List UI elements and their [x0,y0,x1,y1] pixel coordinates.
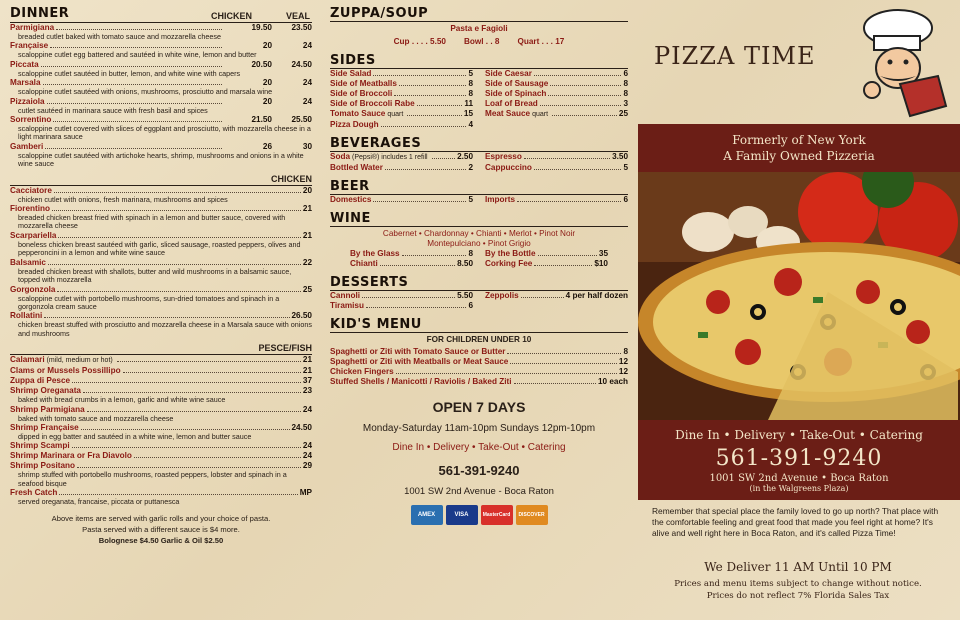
menu-item-price: 25 [618,109,628,118]
menu-item-price: 2.50 [457,152,473,161]
beer-title: BEER [330,179,628,195]
menu-item-name: Side Salad [330,69,372,78]
menu-item-price: 19.50 [251,23,272,32]
menu-item-row [330,195,473,205]
leader-dots [58,232,300,238]
kids-subtitle: FOR CHILDREN UNDER 10 [426,335,532,344]
menu-item-name: Shrimp Positano [10,461,76,471]
leader-dots [548,90,621,96]
menu-item-price: 24.50 [291,422,312,432]
menu-item-name: Shrimp Française [10,422,79,432]
leader-dots [59,489,297,495]
wine-list-1: Cabernet • Chardonnay • Chianti • Merlot • Pinot Noir [382,229,576,238]
menu-item-row [10,285,312,295]
menu-item-price: 24 [302,451,312,461]
menu-item-price: 8.50 [457,259,473,268]
menu-item-extra: quart [387,111,404,118]
menu-item-price: 24.50 [291,59,312,69]
menu-item-name: Shrimp Marinara or Fra Diavolo [10,451,132,461]
zuppa-quart: Quart . . . 17 [517,37,565,46]
pasta-notes [10,513,312,546]
leader-dots [83,387,301,393]
menu-item-description: scaloppine cutlet covered with slices of eggplant and prosciutto, with mozzarella cheese in a light marinara sauce [18,124,311,142]
deliver-hours: We Deliver 11 AM Until 10 PM [704,560,892,574]
notes-line-2: Pasta served with a different sauce is $4 more. [82,524,240,534]
leader-dots [56,24,222,30]
menu-item-extra: quart [532,111,549,118]
menu-item-price: 6 [623,69,628,78]
menu-item-name: Chianti [350,259,378,268]
leader-dots [123,367,301,373]
leader-dots [534,164,622,170]
leader-dots [53,116,222,122]
leader-dots [381,121,467,127]
menu-item-name: Side of Sausage [485,79,549,88]
leader-dots [45,143,222,149]
menu-item-price: 24 [302,96,312,106]
leader-dots [507,348,621,354]
menu-item-description: dipped in egg batter and sautéed in a white wine, lemon and butter sauce [18,431,252,441]
notes-line-3: Bolognese $4.50 Garlic & Oil $2.50 [98,535,224,545]
menu-item-price: 30 [302,141,312,151]
leader-dots [362,292,455,298]
leader-dots [373,70,466,76]
leader-dots [521,292,564,298]
menu-item-price: 21.50 [251,115,272,125]
menu-item-name: Spaghetti or Ziti with Meatballs or Meat Sauce [330,357,509,366]
beer-grid [330,195,628,205]
menu-item-name: Pizzaiola [10,96,45,106]
leader-dots [117,356,301,362]
leader-dots [407,110,462,116]
menu-item-price: 20 [262,78,272,88]
disclaimer-2: Prices do not reflect 7% Florida Sales Tax [706,591,890,601]
menu-item-name: Side of Spinach [485,89,547,98]
menu-item-row [330,89,473,99]
menu-item-price: 12 [618,367,628,376]
menu-item-extra: (Pepsi®) includes 1 refill [352,154,428,161]
menu-item-name: Cacciatore [10,185,52,195]
dinner-title: DINNER [10,6,70,21]
kids-list [330,347,628,387]
leader-dots [134,452,301,458]
leader-dots [538,250,597,256]
menu-item-name: Balsamic [10,257,46,267]
wine-grid [330,249,628,269]
leader-dots [54,187,301,193]
menu-item-name: By the Bottle [485,249,536,258]
dinner-header [10,6,312,23]
leader-dots [510,358,617,364]
menu-item-price: 8 [468,89,473,98]
menu-item-price: 3 [623,99,628,108]
leader-dots [48,259,301,265]
menu-item-price: 35 [598,249,608,258]
menu-item-name: Side of Broccoli [330,89,393,98]
menu-item-name: Piccata [10,59,39,69]
menu-item-description: baked with tomato sauce and mozzarella cheese [18,413,174,423]
menu-item-name: Bottled Water [330,163,383,172]
menu-item-name: Side of Meatballs [330,79,397,88]
beverages-grid [330,152,628,173]
visa-card-icon: VISA [446,505,478,525]
leader-dots [72,442,301,448]
leader-dots [77,462,301,468]
menu-item-name: Shrimp Scampi [10,441,70,451]
formerly-banner [638,124,960,172]
menu-item-name: Imports [485,195,516,204]
menu-item-name: Side of Broccoli Rabe [330,99,415,108]
menu-item-price: 26 [262,141,272,151]
menu-item-price: 8 [468,79,473,88]
menu-item-name: Clams or Mussels Possillipo [10,366,121,376]
menu-item-row [10,441,312,451]
menu-item-price: $10 [594,259,608,268]
leader-dots [43,79,223,85]
chicken-list [10,186,312,338]
menu-item-name: Side Caesar [485,69,532,78]
menu-item-price: 37 [302,376,312,386]
leader-dots [534,260,592,266]
leader-dots [366,302,466,308]
zuppa-bowl: Bowl . . 8 [463,37,500,46]
pesce-list [10,355,312,506]
leader-dots [417,100,463,106]
brand-name: PIZZA TIME [654,42,816,70]
menu-item-price: 4 per half dozen [565,291,628,300]
menu-item-description: served oreganata, francaise, piccata or puttanesca [18,497,180,507]
menu-item-name: Gorgonzola [10,284,56,294]
open-services: Dine In • Delivery • Take-Out • Catering [392,442,566,453]
open-phone: 561-391-9240 [438,463,520,478]
desserts-grid [330,291,628,311]
menu-item-name: Fiorentino [10,204,51,214]
menu-item-name: Meat Sauce [485,109,531,118]
leader-dots [550,80,621,86]
menu-item-name: Tomato Sauce [330,109,386,118]
menu-item-description: scaloppine cutlet sautéed with artichoke hearts, shrimp, mushrooms and onions in a white wine sauce [18,150,304,169]
chicken-column-label: CHICKEN [210,11,252,21]
menu-item-name: Cappuccino [485,163,532,172]
menu-item-name: Soda [330,152,351,161]
menu-item-price: 5 [623,163,628,172]
menu-item-name: Rollatini [10,311,43,321]
menu-item-row [330,357,628,367]
chef-icon [850,6,950,118]
leader-dots [396,368,617,374]
menu-item-name: Calamari [10,355,45,365]
menu-item-price: 20 [302,185,312,195]
leader-dots [373,196,466,202]
open-title: OPEN 7 DAYS [432,399,526,415]
menu-item-name: Gamberi [10,141,44,151]
leader-dots [87,406,301,412]
contact-banner [638,420,960,500]
menu-item-row [485,163,628,173]
menu-item-price: 24 [302,78,312,88]
dinner-column [10,6,312,546]
leader-dots [41,61,222,67]
menu-item-price: 8 [468,249,473,258]
menu-item-price: 23.50 [291,23,312,32]
menu-item-price: 24 [302,404,312,414]
menu-item-name: Loaf of Bread [485,99,538,108]
formerly-text: Formerly of New York [732,133,866,147]
menu-item-name: Corking Fee [485,259,533,268]
zuppa-cup: Cup . . . . 5.50 [393,37,446,46]
brand-phone: 561-391-9240 [715,446,883,471]
menu-item-row [485,89,628,99]
menu-item-description: breaded chicken breast fried with spinach in a lemon and butter sauce, covered with mozzarella cheese [18,213,286,231]
leader-dots [517,196,621,202]
menu-item-price: 15 [463,109,473,118]
menu-item-name: Stuffed Shells / Manicotti / Raviolis / Baked Ziti [330,377,512,386]
pesce-header: PESCE/FISH [10,343,312,355]
menu-item-price: 25.50 [291,115,312,125]
menu-item-price: 5.50 [457,291,473,300]
menu-item-price: 8 [623,89,628,98]
leader-dots [534,70,622,76]
menu-item-description: chicken cutlet with onions, fresh marinara, mushrooms and spices [18,194,228,204]
menu-item-price: MP [299,488,312,498]
menu-item-row [485,249,608,259]
leader-dots [81,424,290,430]
discover-card-icon: DISCOVER [516,505,548,525]
menu-item-extra: (mild, medium or hot) [46,357,113,365]
notes-line-1: Above items are served with garlic rolls and your choice of pasta. [51,513,271,523]
leader-dots [47,98,222,104]
disclaimer-1: Prices and menu items subject to change without notice. [674,579,922,589]
brand-plaza: (in the Walgreens Plaza) [749,484,849,493]
menu-item-row [350,249,473,259]
menu-item-description: chicken breast stuffed with prosciutto and mozzarella cheese in a Marsala sauce with onions and mushrooms [18,320,312,338]
menu-item-price: 8 [623,79,628,88]
menu-item-price: 4 [468,120,473,129]
menu-item-row [330,120,473,130]
desserts-title: DESSERTS [330,275,628,291]
wine-list-2: Montepulciano • Pinot Grigio [427,239,531,248]
menu-item-price: 24 [302,441,312,451]
veal-column-label: VEAL [285,11,310,21]
menu-item-price: 6 [468,301,473,310]
menu-item-description: scaloppine cutlet with portobello mushrooms, sun-dried tomatoes and spinach in a gorgonzola cream sauce [18,293,280,311]
brand-column [636,0,960,620]
menu-item-row [330,347,628,357]
menu-item-price: 24 [302,41,312,51]
kids-title: KID'S MENU [330,317,628,333]
menu-item-price: 2 [468,163,473,172]
menu-item-row [330,377,628,387]
leader-dots [432,153,455,159]
menu-item-row [10,366,312,376]
leader-dots [524,153,610,159]
menu-item-price: 5 [468,69,473,78]
menu-item-row [330,69,473,79]
menu-item-description: breaded chicken breast with shallots, butter and wild mushrooms in a balsamic sauce, topped with mozzarella [18,266,292,285]
menu-item-description: scaloppine cutlet egg battered and sautéed in white wine, lemon and butter [18,50,257,60]
disclaimer [636,578,960,602]
menu-item-name: Cannoli [330,291,361,300]
menu-item-price: 21 [302,355,312,365]
menu-item-description: baked with bread crumbs in a lemon, garlic and white wine sauce [18,395,226,405]
menu-item-price: 21 [302,230,312,240]
menu-item-price: 23 [302,386,312,396]
menu-item-row [330,301,473,311]
menu-item-name: Domestics [330,195,372,204]
menu-item-description: cutlet sautéed in marinara sauce with fresh basil and spices [18,105,208,115]
menu-item-description: shrimp stuffed with portobello mushrooms, roasted peppers, lobster and spinach in a seafood bisque [18,470,287,488]
menu-item-row [485,152,628,163]
menu-item-row [330,367,628,377]
sides-left [330,69,473,130]
menu-item-row [485,69,628,79]
menu-item-name: Scarpariella [10,230,57,240]
wine-title: WINE [330,211,628,227]
menu-item-price: 20.50 [251,59,272,69]
brand-services: Dine In • Delivery • Take-Out • Catering [675,428,923,442]
zuppa-title: ZUPPA/SOUP [330,6,628,22]
menu-item-row [485,99,628,109]
leader-dots [540,100,622,106]
menu-item-price: 8 [623,347,628,356]
menu-item-name: Française [10,41,49,51]
zuppa-subtitle: Pasta e Fagioli [450,24,508,33]
leader-dots [399,80,467,86]
beverages-title: BEVERAGES [330,136,628,152]
menu-item-price: 6 [623,195,628,204]
open-hours: Monday-Saturday 11am-10pm Sundays 12pm-10pm [362,423,596,434]
leader-dots [402,250,467,256]
sides-title: SIDES [330,53,628,69]
menu-item-row [10,376,312,386]
brand-address: 1001 SW 2nd Avenue • Boca Raton [709,473,889,484]
menu-item-price: 26.50 [291,311,312,321]
leader-dots [380,260,455,266]
mastercard-icon: MasterCard [481,505,513,525]
amex-card-icon: AMEX [411,505,443,525]
menu-item-price: 10 each [597,377,628,386]
menu-item-description: scaloppine cutlet sautéed with onions, mushrooms, prosciutto and marsala wine [18,87,273,97]
menu-item-price: 3.50 [612,152,628,161]
menu-item-price: 5 [468,195,473,204]
menu-item-row [330,99,473,109]
payment-cards [330,505,628,525]
menu-item-name: Fresh Catch [10,488,58,498]
menu-item-description: boneless chicken breast sautéed with garlic, sliced sausage, roasted peppers, olives and pepperoncini in a lemon and white wine sauce [18,239,301,258]
open-block [330,399,628,525]
leader-dots [394,90,466,96]
chicken-header: CHICKEN [10,174,312,186]
sides-grid [330,69,628,130]
menu-item-row [330,291,473,301]
menu-item-row [485,259,608,269]
menu-item-name: Espresso [485,152,522,161]
menu-item-row [330,152,473,163]
menu-item-row [350,259,473,269]
menu-item-row [330,109,473,120]
menu-item-price: 29 [302,461,312,471]
leader-dots [44,312,289,318]
menu-item-price: 20 [262,41,272,51]
menu-item-price: 20 [262,96,272,106]
open-address: 1001 SW 2nd Avenue - Boca Raton [404,486,554,497]
leader-dots [50,42,222,48]
pizza-photo [638,172,960,420]
menu-item-row [485,291,628,301]
menu-item-name: Spaghetti or Ziti with Tomato Sauce or Butter [330,347,506,356]
menu-item-name: Parmigiana [10,23,55,32]
menu-item-description: scaloppine cutlet sautéed in butter, lemon, and white wine with capers [18,68,241,78]
leader-dots [52,205,301,211]
menu-item-name: Marsala [10,78,41,88]
logo-area [636,0,960,124]
menu-item-row [485,109,628,120]
menu-item-price: 11 [464,99,473,108]
menu-item-price: 21 [302,366,312,376]
leader-dots [385,164,467,170]
menu-item-description: breaded cutlet baked with tomato sauce and mozzarella cheese [18,32,221,41]
menu-item-price: 21 [302,204,312,214]
menu-item-name: Tiramisu [330,301,364,310]
sides-right [485,69,628,130]
menu-item-row [485,195,628,205]
menu-item-row [10,451,312,461]
menu-item-name: Zeppolis [485,291,519,300]
leader-dots [57,286,300,292]
menu-item-row [485,79,628,89]
leader-dots [552,110,617,116]
menu-item-name: Shrimp Oreganata [10,386,81,396]
brand-blurb: Remember that special place the family loved to go up north? That place with the comfortable feeling and great food that made you feel right at home? It's alive and well right here in Boca Raton, and it's called Pizza Time! [652,506,939,538]
family-text: A Family Owned Pizzeria [723,149,875,163]
menu-item-price: 12 [618,357,628,366]
menu-item-name: Chicken Fingers [330,367,394,376]
menu-item-name: By the Glass [350,249,400,258]
menu-item-row [330,79,473,89]
menu-item-row [330,163,473,173]
menu-item-price: 25 [302,284,312,294]
leader-dots [514,378,596,384]
menu-item-price: 22 [302,257,312,267]
menu-item-name: Pizza Dough [330,120,379,129]
dinner-list [10,23,312,169]
menu-item-name: Shrimp Parmigiana [10,404,85,414]
menu-item-row [10,355,312,366]
middle-column [330,6,628,525]
leader-dots [72,377,301,383]
menu-item-name: Zuppa di Pesce [10,376,71,386]
menu-item-name: Sorrentino [10,115,52,125]
